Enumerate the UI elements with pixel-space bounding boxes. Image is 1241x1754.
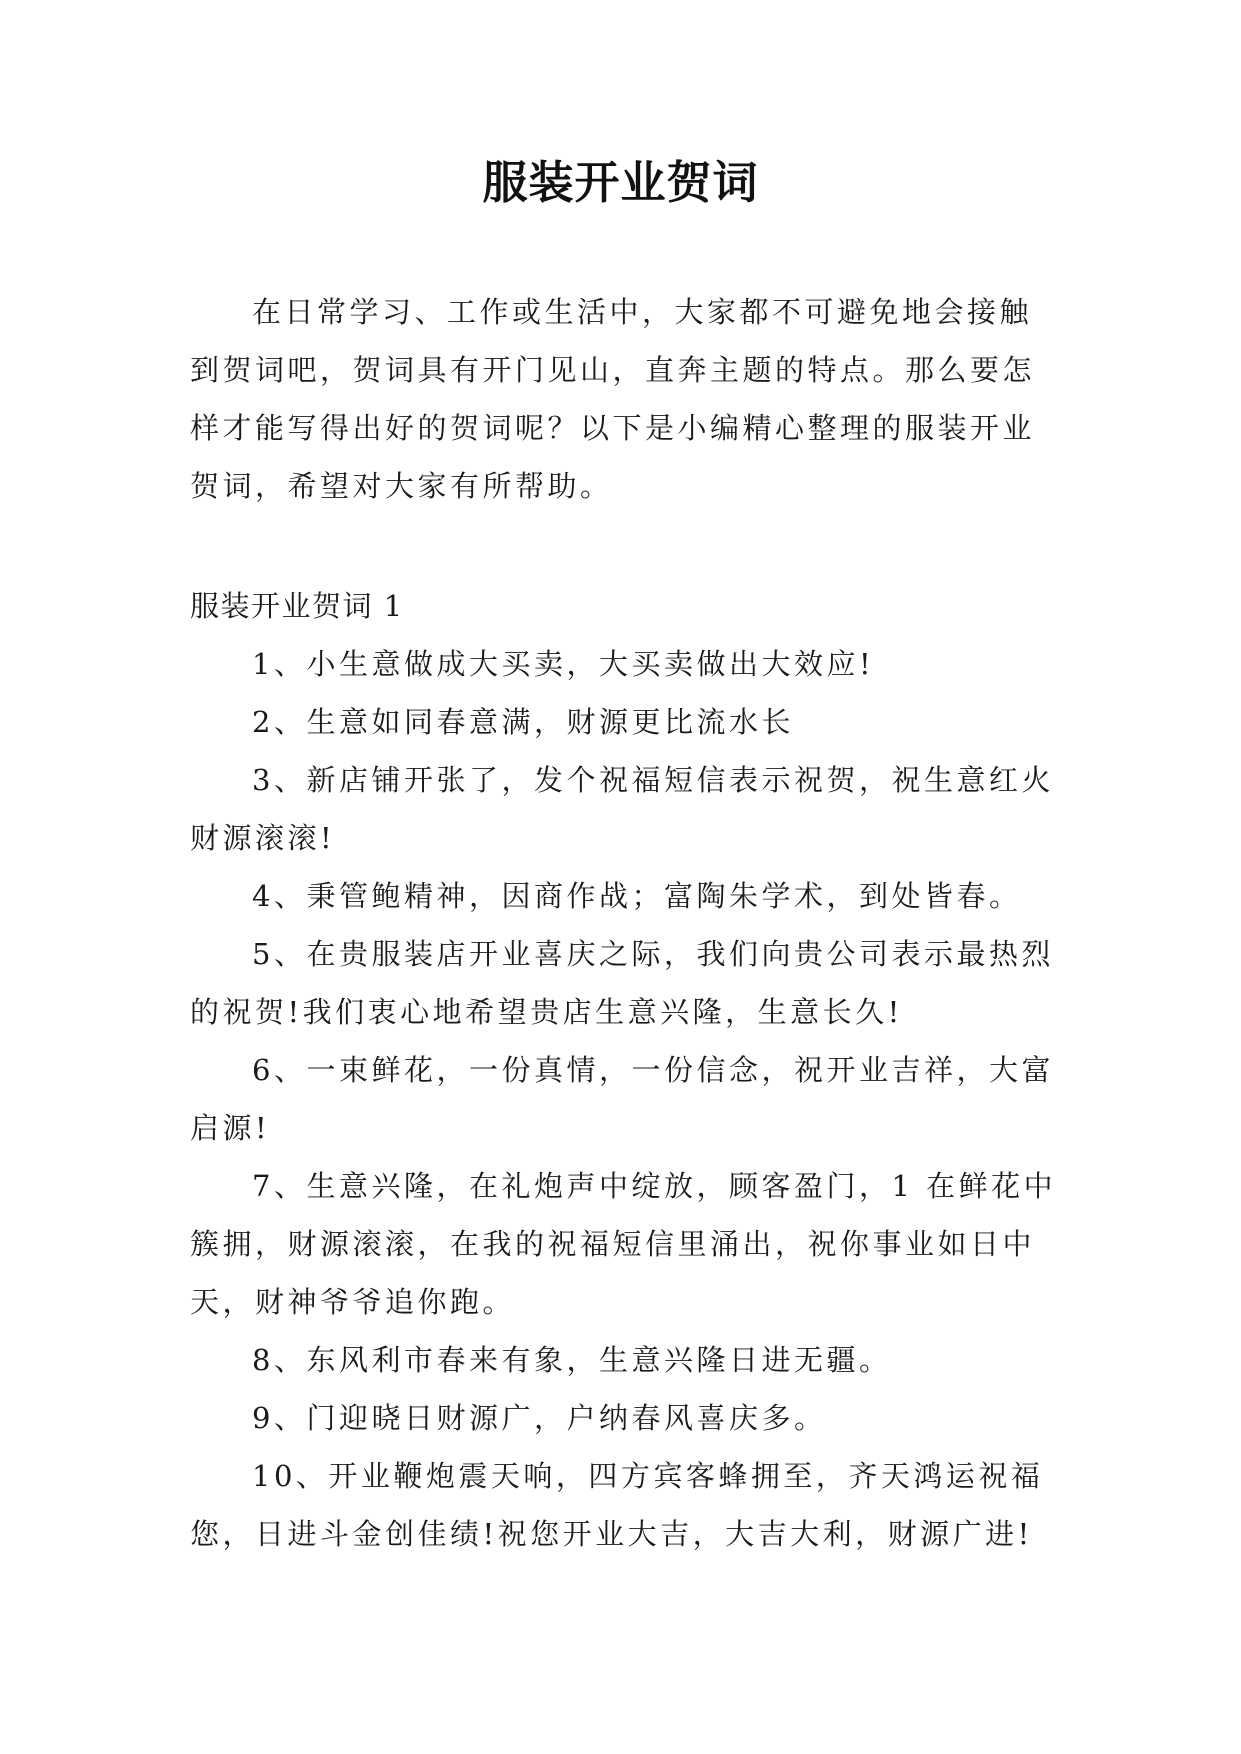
- greetings-section: [190, 577, 1058, 1563]
- greeting-item-1: 1、小生意做成大买卖，大买卖做出大效应!: [252, 647, 875, 681]
- greeting-item-10: 10、开业鞭炮震天响，四方宾客蜂拥至，齐天鸿运祝福您，日进斗金创佳绩!祝您开业大吉，大吉大利，财源广进!: [190, 1459, 1044, 1551]
- greeting-item-5: 5、在贵服装店开业喜庆之际，我们向贵公司表示最热烈的祝贺!我们衷心地希望贵店生意兴隆，生意长久!: [190, 937, 1054, 1029]
- intro-paragraph: 在日常学习、工作或生活中，大家都不可避免地会接触到贺词吧，贺词具有开门见山，直奔主题的特点。那么要怎样才能写得出好的贺词呢？以下是小编精心整理的服装开业贺词，希望对大家有所帮助。: [190, 295, 1036, 503]
- greeting-item-8: 8、东风利市春来有象，生意兴隆日进无疆。: [252, 1343, 892, 1377]
- intro-block: [190, 283, 1058, 515]
- greeting-item-2: 2、生意如同春意满，财源更比流水长: [252, 705, 794, 739]
- greeting-item-9: 9、门迎晓日财源广，户纳春风喜庆多。: [252, 1401, 827, 1435]
- document-title: 服装开业贺词: [482, 156, 759, 209]
- greeting-item-3: 3、新店铺开张了，发个祝福短信表示祝贺，祝生意红火财源滚滚!: [190, 763, 1054, 855]
- greeting-item-7: 7、生意兴隆，在礼炮声中绽放，顾客盈门，1 在鲜花中簇拥，财源滚滚，在我的祝福短信里涌出，祝你事业如日中天，财神爷爷追你跑。: [190, 1169, 1057, 1319]
- section-heading: 服装开业贺词 1: [190, 589, 404, 623]
- greeting-item-6: 6、一束鲜花，一份真情，一份信念，祝开业吉祥，大富启源!: [190, 1053, 1054, 1145]
- greeting-item-4: 4、秉管鲍精神，因商作战；富陶朱学术，到处皆春。: [252, 879, 1022, 913]
